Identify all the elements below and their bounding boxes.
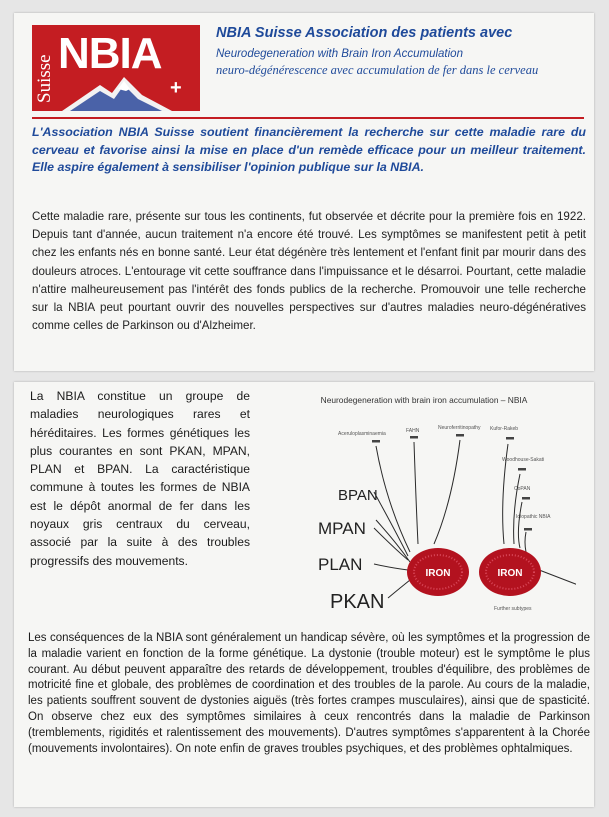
intro-paragraph: L'Association NBIA Suisse soutient financièrement la recherche sur cette maladie rare du cerveau et favorise ainsi la mise en place d'un remède efficace pour un meilleur traitement. Elle aspire également à sensibiliser l'opinion publique sur la NBIA. <box>32 125 586 174</box>
label-bpan: BPAN <box>338 487 378 504</box>
description-paragraph: Cette maladie rare, présente sur tous les continents, fut observée et décrite pour la première fois en 1922. Depuis tant d'année, aucun traitement n'a encore été trouvé. Les symptômes se manifestent petit à petit chez les enfants nés en bonne santé. Leur état dégénère très lentement et l'enfant finit par mourir dans des douleurs atroces. L'entourage vit cette souffrance dans l'impuissance et le désarroi. Pourtant, cette maladie n'attire malheureusement pas l'intérêt des fonds publics de la recherche. Promouvoir une telle recherche sur la NBIA peut pourtant ouvrir des nouvelles perspectives sur d'autres maladies neuro-dégénératives comme celles de Parkinson ou d'Alzheimer. <box>32 210 586 333</box>
header-divider <box>32 117 584 119</box>
label-pkan: PKAN <box>330 591 385 613</box>
svg-text:Neuroferritinopathy: Neuroferritinopathy <box>438 425 481 431</box>
svg-text:Aceruloplasminaemia: Aceruloplasminaemia <box>338 431 386 437</box>
svg-text:Idiopathic NBIA: Idiopathic NBIA <box>516 514 551 520</box>
svg-text:FAHN: FAHN <box>406 428 420 434</box>
mountain-icon <box>62 77 172 111</box>
iron-label-left: IRON <box>425 568 451 579</box>
svg-text:Further subtypes: Further subtypes <box>494 606 532 612</box>
logo-name-text: NBIA <box>58 29 162 78</box>
svg-text:Woodhouse-Sakati: Woodhouse-Sakati <box>502 457 545 463</box>
nbia-suisse-logo <box>32 25 200 111</box>
header-title: NBIA Suisse Association des patients avec <box>216 25 513 41</box>
label-mpan: MPAN <box>318 519 366 538</box>
header-subtitle-fr: neuro-dégénérescence avec accumulation de fer dans le cerveau <box>216 63 539 77</box>
consequences-paragraph: Les conséquences de la NBIA sont généralement un handicap sévère, où les symptômes et la progression de la maladie varient en fonction de la forme génétique. La dystonie (trouble moteur) est le symptôme le plus courant. Au début peuvent apparaître des retards de développement, troubles d'équilibre, des problèmes de motricité fine et globale, des problèmes de coordination et des troubles de la parole. Au cours de la maladie, les patients souffrent souvent de dystonies aiguës (très fortes crampes musculaires), ainsi que de spasticité. On observe chez eux des symptômes similaires à ceux rencontrés dans la maladie de Parkinson (tremblements, rigidités et ralentissement des mouvements). D'autres symptômes s'apparentent à la Chorée (mouvements involontaires). On note enfin de graves troubles psychiques, et des problèmes ophtalmiques. <box>28 632 590 755</box>
label-plan: PLAN <box>318 555 363 574</box>
nbia-diagram <box>276 392 576 624</box>
info-panel-top <box>14 13 594 371</box>
svg-text:Kufor-Rakeb: Kufor-Rakeb <box>490 426 519 432</box>
logo-country-text: Suisse <box>34 54 55 103</box>
diagram-title: Neurodegeneration with brain iron accumulation – NBIA <box>320 395 528 405</box>
info-panel-bottom <box>14 382 594 807</box>
swiss-cross-icon: + <box>170 77 182 99</box>
diagram-small-badges <box>372 434 532 531</box>
nbia-forms-paragraph: La NBIA constitue un groupe de maladies neurologiques rares et héréditaires. Les formes génétiques les plus courantes en sont PKAN, MPAN, PLAN et BPAN. La caractéristique commune à toutes les formes de NBIA est le dépôt anormal de fer dans les noyaux gris centraux du cerveau, associé par la suite à des troubles progressifs des mouvements. <box>30 389 250 568</box>
svg-text:CoPAN: CoPAN <box>514 486 531 492</box>
header-subtitle-en: Neurodegeneration with Brain Iron Accumulation <box>216 48 463 60</box>
iron-label-right: IRON <box>497 568 523 579</box>
